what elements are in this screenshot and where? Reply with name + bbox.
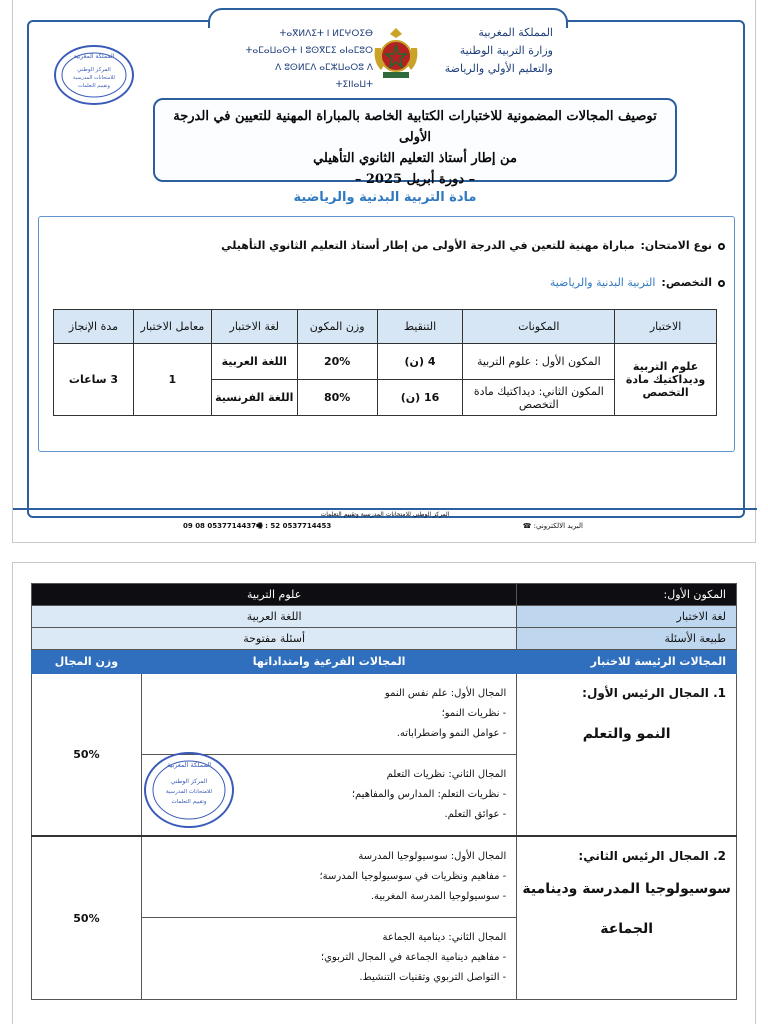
footer-phones: 0537714453 52 : 🖷0537714437 08 09	[183, 522, 332, 530]
ministry-line: والتعليم الأولي والرياضة	[444, 62, 553, 75]
title-line-1: توصيف المجالات المضمونية للاختبارات الكتابية الخاصة بالمباراة المهنية للتعيين في الدرجة الأولى	[173, 109, 657, 145]
sub-domain-cell	[141, 836, 516, 918]
score-cell: 4 (ن)	[377, 344, 463, 380]
table-header: المجالات الرئيسة للاختبار	[517, 650, 737, 674]
table-row	[54, 344, 717, 380]
exam-structure-table	[53, 309, 717, 416]
svg-text:للامتحانات المدرسية: للامتحانات المدرسية	[165, 789, 213, 795]
main-domain-cell	[517, 836, 737, 1000]
document-title-box	[153, 98, 677, 187]
title-line-3: – دورة أبريل 2025 –	[354, 172, 476, 187]
domain-title: 2. المجال الرئيس الثاني:	[578, 849, 726, 863]
domain-name: الجماعة	[600, 921, 654, 937]
table-row	[32, 674, 737, 755]
component-cell: المكون الأول : علوم التربية	[463, 344, 615, 380]
bullet-icon	[718, 280, 725, 287]
table-header: المجالات الفرعية وامتداداتها	[141, 650, 516, 674]
tifinagh-line: ⵜⴰⴳⵍⴷⵉⵜ ⵏ ⵍⵎⵖⵔⵉⴱ	[279, 29, 373, 39]
sub-domain-head: المجال الثاني: دينامية الجماعة	[382, 932, 507, 943]
table-header-row	[54, 310, 717, 344]
subject-heading: مادة التربية البدنية والرياضية	[293, 190, 477, 205]
main-domain-cell	[517, 674, 737, 837]
official-stamp-icon	[143, 751, 235, 829]
table-header-row	[32, 650, 737, 674]
coefficient-cell: 1	[133, 344, 211, 416]
table-header: الاختبار	[615, 310, 717, 344]
tifinagh-line: ⴷ ⵓⵙⵍⵎⴷ ⴰⵎⵣⵡⴰⵔⵓ ⴷ ⵜⵉⵏⵏⴰⵡⵜ	[275, 63, 373, 90]
tifinagh-header	[243, 26, 373, 94]
questions-label: طبيعة الأسئلة	[517, 628, 737, 650]
sub-domain-item: - عوائق التعلم.	[444, 809, 507, 820]
language-row	[32, 606, 737, 628]
component-label: المكون الأول:	[517, 584, 737, 606]
domain-title: 1. المجال الرئيس الأول:	[582, 686, 726, 700]
sub-domain-head: المجال الثاني: نظريات التعلم	[386, 769, 507, 780]
component-value: علوم التربية	[32, 584, 517, 606]
questions-value: أسئلة مفتوحة	[32, 628, 517, 650]
exam-type-value: مباراة مهنية للتعين في الدرجة الأولى من إطار أستاذ التعليم الثانوي التأهيلي	[221, 239, 635, 252]
sub-domain-cell	[141, 918, 516, 1000]
svg-text:وتقييم التعلمات: وتقييم التعلمات	[78, 83, 110, 89]
specialty-value: التربية البدنية والرياضية	[549, 276, 656, 289]
svg-text:للامتحانات المدرسية: للامتحانات المدرسية	[73, 75, 115, 81]
table-header: معامل الاختبار	[133, 310, 211, 344]
domain-name: النمو والتعلم	[582, 726, 671, 742]
language-cell: اللغة الفرنسية	[211, 380, 297, 416]
domain-weight: 50%	[32, 674, 142, 837]
exam-name-cell: علوم التربية وديداكتيك مادة التخصص	[615, 344, 717, 416]
official-stamp-icon	[53, 44, 135, 106]
table-header: مدة الإنجاز	[54, 310, 134, 344]
coat-of-arms-icon	[371, 26, 421, 82]
sub-domain-item: - عوامل النمو واضطراباته.	[396, 728, 507, 739]
table-header: وزن المجال	[32, 650, 142, 674]
svg-text:المركز الوطني: المركز الوطني	[77, 67, 111, 73]
svg-text:وتقييم التعلمات: وتقييم التعلمات	[171, 799, 207, 805]
table-header: وزن المكون	[297, 310, 377, 344]
table-row	[32, 836, 737, 918]
questions-row	[32, 628, 737, 650]
exam-type-label: نوع الامتحان:	[640, 239, 712, 252]
sub-domain-item: - مفاهيم ونظريات في سوسيولوجيا المدرسة؛	[319, 871, 507, 882]
specialty-line	[550, 275, 725, 291]
svg-text:المركز الوطني: المركز الوطني	[170, 778, 208, 785]
footer-divider	[13, 508, 757, 510]
ministry-line: المملكة المغربية	[478, 26, 553, 39]
document-page-2	[12, 562, 756, 1024]
sub-domain-item: - نظريات التعلم: المدارس والمفاهيم؛	[351, 789, 507, 800]
ministry-line: وزارة التربية الوطنية	[459, 44, 553, 57]
language-value: اللغة العربية	[32, 606, 517, 628]
component-cell: المكون الثاني: ديداكتيك مادة التخصص	[463, 380, 615, 416]
domain-weight: 50%	[32, 836, 142, 1000]
weight-cell: 80%	[297, 380, 377, 416]
specialty-label: التخصص:	[661, 276, 712, 289]
sub-domain-cell	[141, 674, 516, 755]
footer-center-name: المركز الوطني للامتحانات المدرسية وتقييم التعلمات	[320, 511, 450, 518]
bullet-icon	[718, 243, 725, 250]
title-line-2: من إطار أستاذ التعليم الثانوي التأهيلي	[313, 151, 517, 166]
domains-table	[31, 583, 737, 1000]
svg-text:المملكة المغربية: المملكة المغربية	[73, 53, 115, 60]
exam-type-line	[221, 238, 725, 254]
component-row	[32, 584, 737, 606]
sub-domain-item: - نظريات النمو؛	[441, 708, 507, 719]
sub-domain-head: المجال الأول: علم نفس النمو	[384, 688, 507, 699]
footer-email-label: البريد الالكتروني: ☎	[522, 522, 583, 530]
duration-cell: 3 ساعات	[54, 344, 134, 416]
domain-name: سوسيولوجيا المدرسة ودينامية	[522, 881, 731, 897]
language-cell: اللغة العربية	[211, 344, 297, 380]
tifinagh-line: ⵜⴰⵎⴰⵡⴰⵙⵜ ⵏ ⵓⵙⴳⵎⵉ ⴰⵏⴰⵎⵓⵔ	[245, 46, 373, 56]
sub-domain-item: - سوسيولوجيا المدرسة المغربية.	[370, 891, 507, 902]
table-header: لغة الاختبار	[211, 310, 297, 344]
footer-contact	[183, 522, 583, 533]
sub-domain-head: المجال الأول: سوسيولوجيا المدرسة	[358, 851, 507, 862]
ministry-header	[423, 24, 553, 78]
table-header: المكونات	[463, 310, 615, 344]
language-label: لغة الاختبار	[517, 606, 737, 628]
document-page-1	[12, 0, 756, 543]
sub-domain-item: - التواصل التربوي وتقنيات التنشيط.	[359, 972, 507, 983]
weight-cell: 20%	[297, 344, 377, 380]
score-cell: 16 (ن)	[377, 380, 463, 416]
table-header: التنقيط	[377, 310, 463, 344]
svg-text:المملكة المغربية: المملكة المغربية	[166, 761, 212, 769]
sub-domain-item: - مفاهيم دينامية الجماعة في المجال التربوي؛	[320, 952, 507, 963]
